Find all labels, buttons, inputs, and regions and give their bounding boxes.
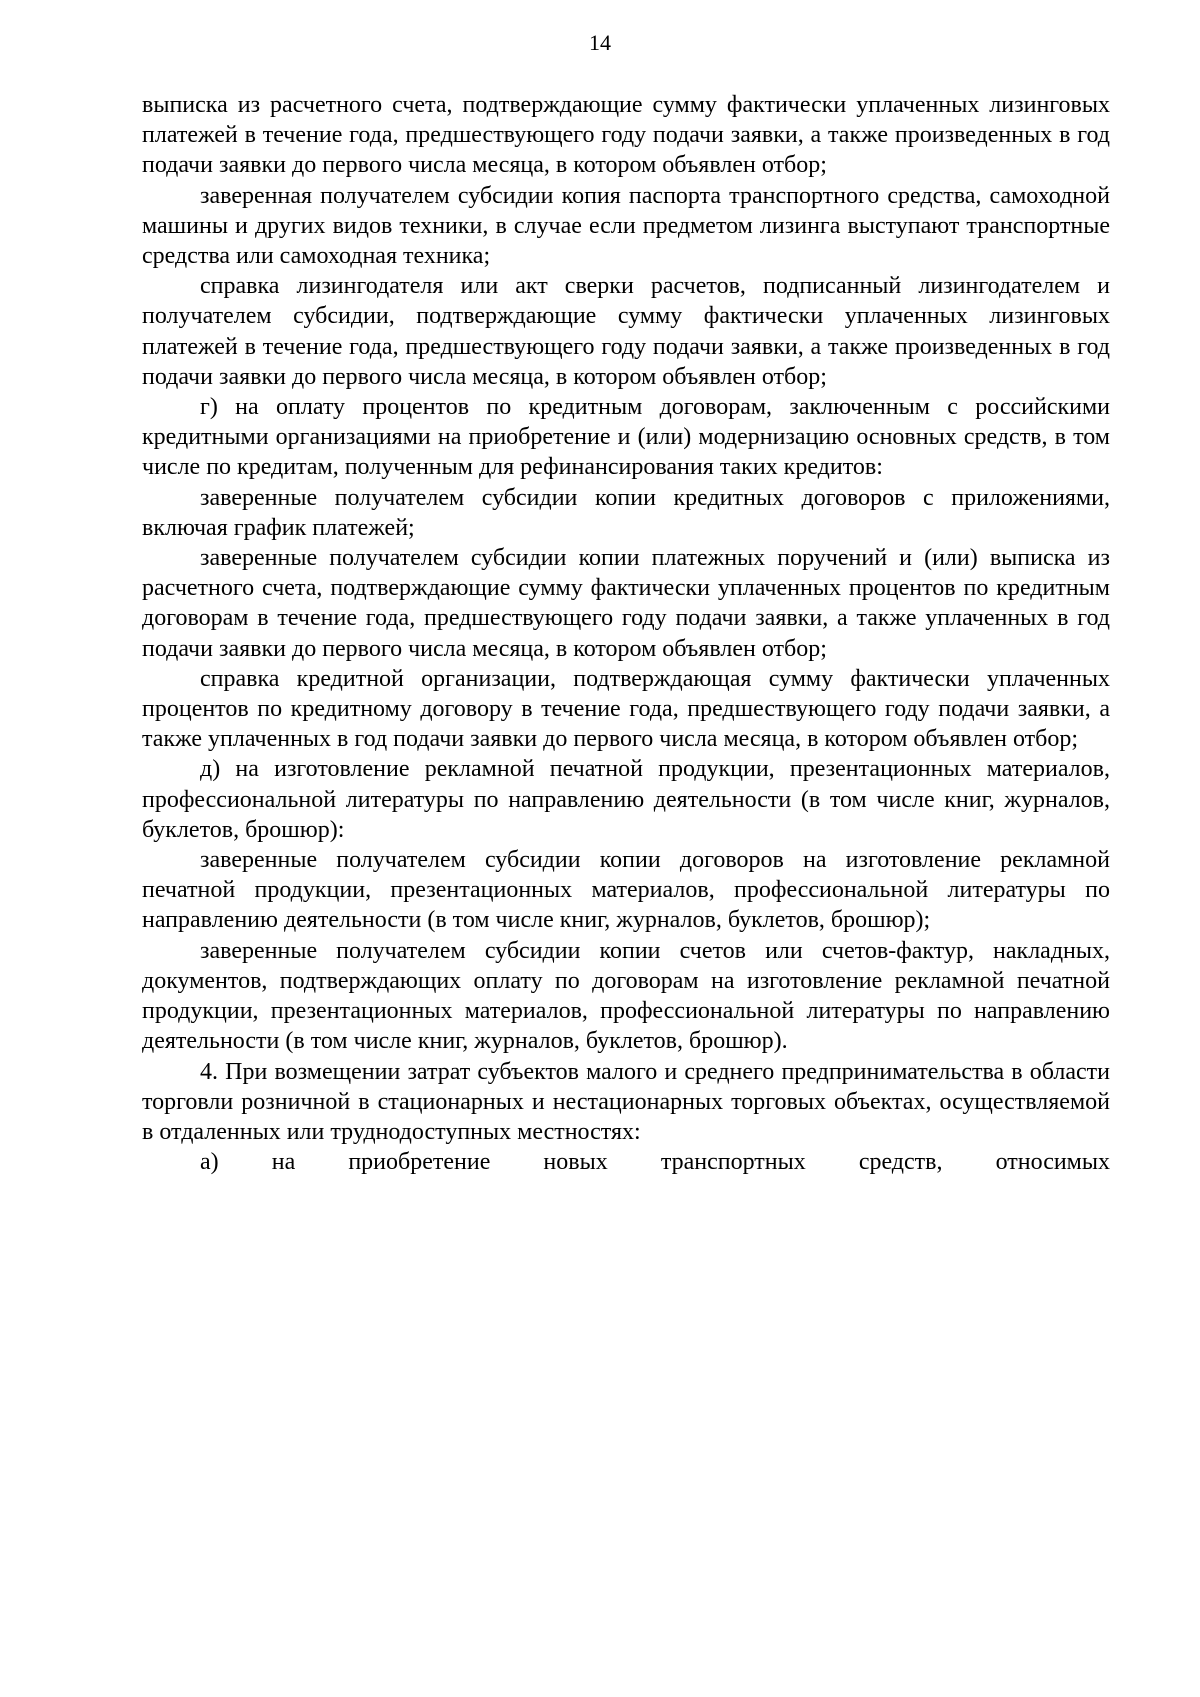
paragraph-printing-contracts-copies: заверенные получателем субсидии копии договоров на изготовление рекламной печатной продукции, презентационных материалов, профессиональной литературы по направлению деятельности (в том числе книг, журналов, буклетов, брошюр); [142,847,1110,934]
paragraph-payment-orders-copies: заверенные получателем субсидии копии платежных поручений и (или) выписка из расчетного счета, подтверждающие сумму фактически уплаченных процентов по кредитным договорам в течение года, предшествующего году подачи заявки, а также уплаченных в год подачи заявки до первого числа месяца, в котором объявлен отбор; [142,545,1110,662]
page-number: 14 [589,30,611,55]
document-body [142,90,1110,1177]
paragraph-section-4-retail: 4. При возмещении затрат субъектов малого и среднего предпринимательства в области торговли розничной в стационарных и нестационарных торговых объектах, осуществляемой в отдаленных или труднодоступных местностях: [142,1058,1110,1145]
paragraph-lessor-certificate: справка лизингодателя или акт сверки расчетов, подписанный лизингодателем и получателем субсидии, подтверждающие сумму фактически уплаченных лизинговых платежей в течение года, предшествующего году подачи заявки, а также произведенных в год подачи заявки до первого числа месяца, в котором объявлен отбор; [142,273,1110,390]
paragraph-item-d-printed-products: д) на изготовление рекламной печатной продукции, презентационных материалов, профессиональной литературы по направлению деятельности (в том числе книг, журналов, буклетов, брошюр): [142,756,1110,843]
paragraph-vehicle-passport-copy: заверенная получателем субсидии копия паспорта транспортного средства, самоходной машины и других видов техники, в случае если предметом лизинга выступают транспортные средства или самоходная техника; [142,182,1110,270]
paragraph-leasing-statement: выписка из расчетного счета, подтверждающие сумму фактически уплаченных лизинговых платежей в течение года, предшествующего году подачи заявки, а также произведенных в год подачи заявки до первого числа месяца, в котором объявлен отбор; [142,92,1110,179]
paragraph-invoices-copies: заверенные получателем субсидии копии счетов или счетов-фактур, накладных, документов, подтверждающих оплату по договорам на изготовление рекламной печатной продукции, презентационных материалов, профессиональной литературы по направлению деятельности (в том числе книг, журналов, буклетов, брошюр). [142,937,1110,1055]
paragraph-item-a-vehicles: а) на приобретение новых транспортных средств, относимых [200,1149,1110,1176]
paragraph-credit-org-certificate: справка кредитной организации, подтверждающая сумму фактически уплаченных процентов по кредитному договору в течение года, предшествующего году подачи заявки, а также уплаченных в год подачи заявки до первого числа месяца, в котором объявлен отбор; [142,665,1110,753]
paragraph-item-g-credit-interest: г) на оплату процентов по кредитным договорам, заключенным с российскими кредитными организациями на приобретение и (или) модернизацию основных средств, в том числе по кредитам, полученным для рефинансирования таких кредитов: [142,394,1110,481]
paragraph-credit-agreements-copies: заверенные получателем субсидии копии кредитных договоров с приложениями, включая график платежей; [142,484,1110,541]
